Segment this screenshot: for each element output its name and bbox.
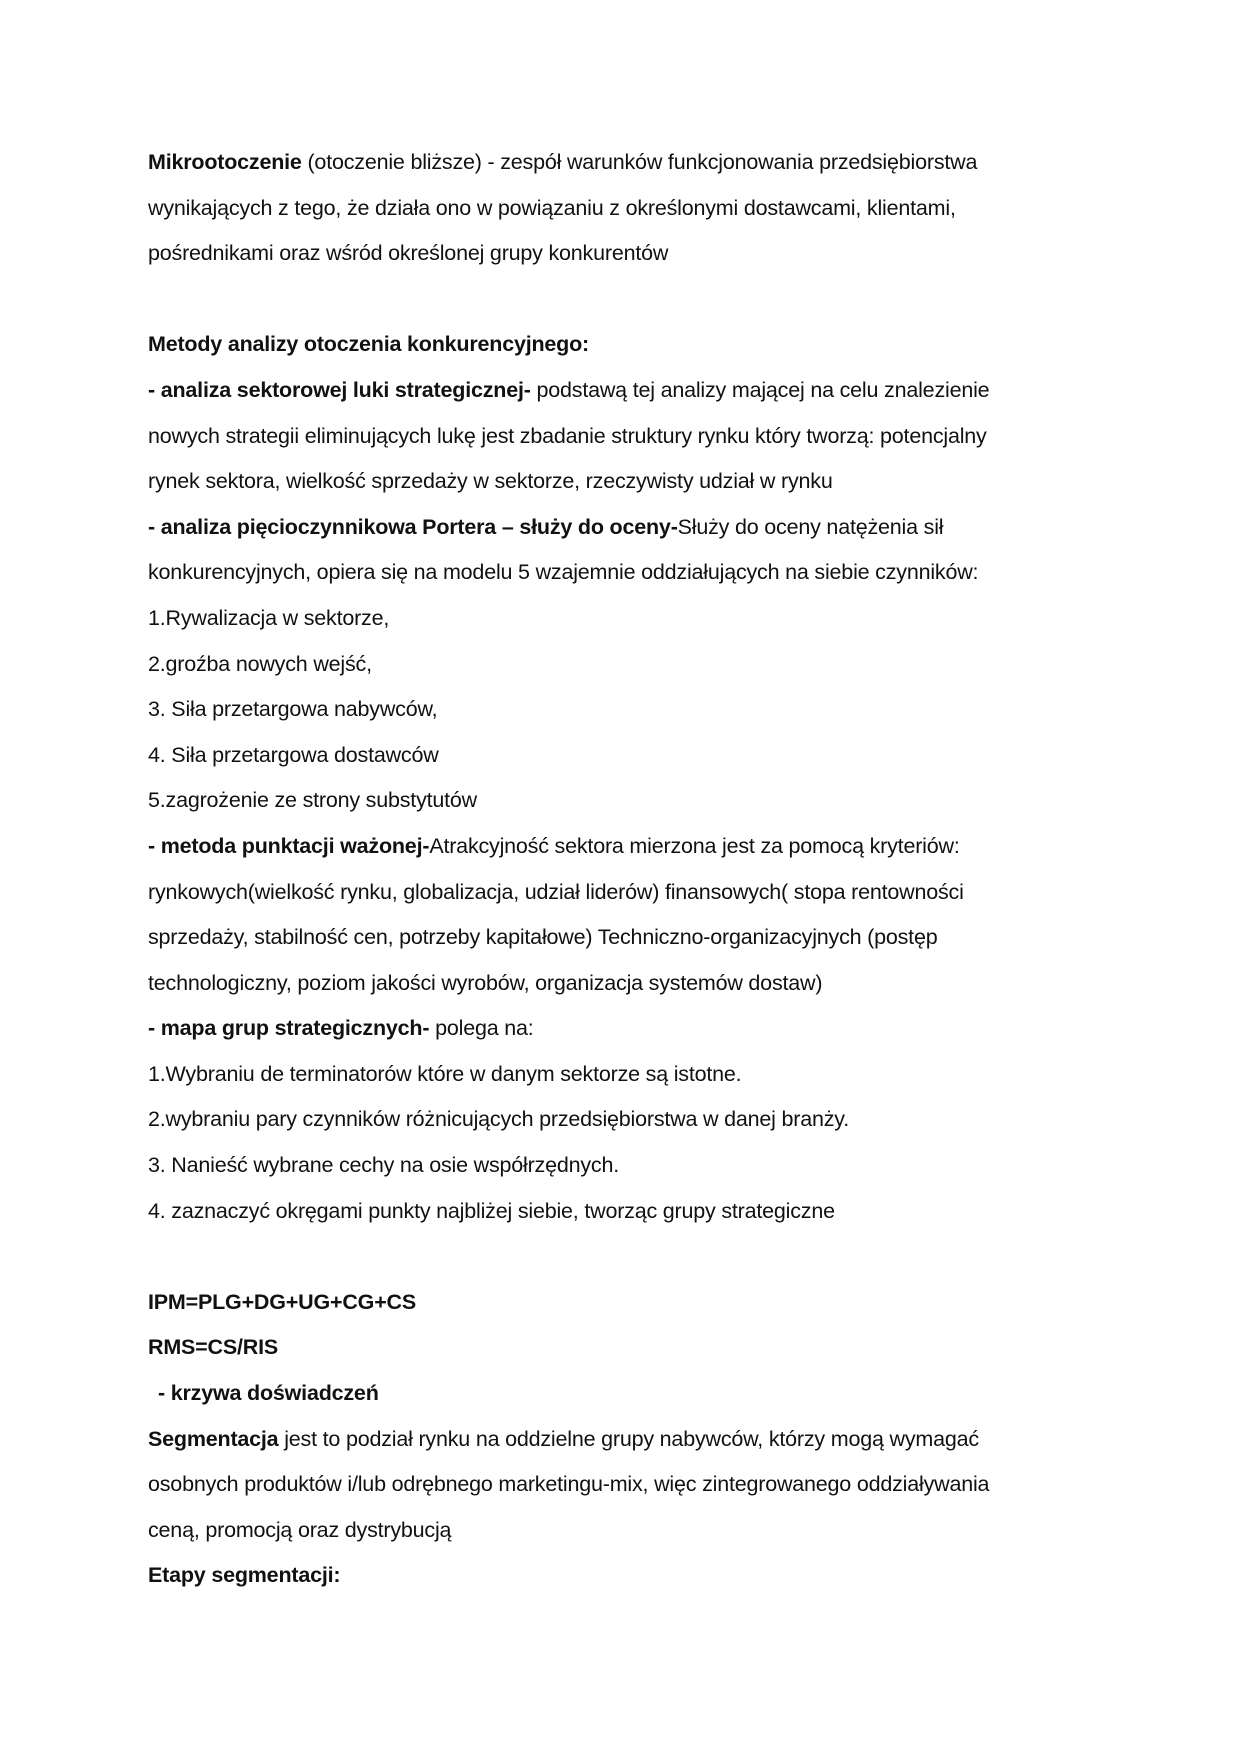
list-item: 5.zagrożenie ze strony substytutów <box>148 788 478 813</box>
porter-line-2: konkurencyjnych, opiera się na modelu 5 wzajemnie oddziałujących na siebie czynników: <box>148 560 979 585</box>
segmentation-line-2: osobnych produktów i/lub odrębnego marketingu-mix, więc zintegrowanego oddziaływania <box>148 1472 990 1497</box>
segmentation-line-1: Segmentacja jest to podział rynku na oddzielne grupy nabywców, którzy mogą wymagać <box>148 1426 979 1451</box>
term-mikrootoczenie: Mikrootoczenie <box>148 150 302 174</box>
methods-heading: Metody analizy otoczenia konkurencyjnego: <box>148 332 590 357</box>
luka-line-1: - analiza sektorowej luki strategicznej- podstawą tej analizy mającej na celu znalezienie <box>148 377 990 402</box>
definition-line-3: pośrednikami oraz wśród określonej grupy konkurentów <box>148 241 669 266</box>
porter-line-1: - analiza pięcioczynnikowa Portera – służy do oceny-Służy do oceny natężenia sił <box>148 514 944 539</box>
list-item: 3. Siła przetargowa nabywców, <box>148 697 438 722</box>
list-item: 3. Nanieść wybrane cechy na osie współrzędnych. <box>148 1153 620 1178</box>
definition-line-1: Mikrootoczenie (otoczenie bliższe) - zespół warunków funkcjonowania przedsiębiorstwa <box>148 150 978 174</box>
luka-line-2: nowych strategii eliminujących lukę jest zbadanie struktury rynku który tworzą: potencjalny <box>148 423 987 448</box>
list-item: 2.wybraniu pary czynników różnicujących przedsiębiorstwa w danej branży. <box>148 1107 850 1132</box>
term-luka: - analiza sektorowej luki strategicznej- <box>148 377 531 402</box>
term-map: - mapa grup strategicznych- <box>148 1016 430 1041</box>
map-line-1: - mapa grup strategicznych- polega na: <box>148 1016 534 1041</box>
segmentation-line-3: ceną, promocją oraz dystrybucją <box>148 1517 452 1542</box>
weighted-line-1: - metoda punktacji ważonej-Atrakcyjność sektora mierzona jest za pomocą kryteriów: <box>148 833 960 858</box>
luka-line-3: rynek sektora, wielkość sprzedaży w sektorze, rzeczywisty udział w rynku <box>148 469 833 494</box>
list-item: 1.Wybraniu de terminatorów które w danym sektorze są istotne. <box>148 1061 742 1086</box>
weighted-line-3: sprzedaży, stabilność cen, potrzeby kapitałowe) Techniczno-organizacyjnych (postęp <box>148 925 938 950</box>
list-item: 4. Siła przetargowa dostawców <box>148 742 439 767</box>
definition-line-2: wynikających z tego, że działa ono w powiązaniu z określonymi dostawcami, klientami, <box>148 195 956 220</box>
term-segmentacja: Segmentacja <box>148 1426 279 1451</box>
list-item: 2.groźba nowych wejść, <box>148 651 372 676</box>
term-weighted: - metoda punktacji ważonej- <box>148 833 430 858</box>
stages-heading: Etapy segmentacji: <box>148 1563 341 1588</box>
document-page <box>148 140 1108 1599</box>
weighted-line-4: technologiczny, poziom jakości wyrobów, organizacja systemów dostaw) <box>148 970 823 995</box>
weighted-line-2: rynkowych(wielkość rynku, globalizacja, udział liderów) finansowych( stopa rentowności <box>148 879 964 904</box>
experience-curve: - krzywa doświadczeń <box>158 1381 379 1406</box>
term-porter: - analiza pięcioczynnikowa Portera – służy do oceny- <box>148 514 678 539</box>
formula-rms: RMS=CS/RIS <box>148 1335 279 1360</box>
spacer <box>148 1234 1108 1280</box>
list-item: 1.Rywalizacja w sektorze, <box>148 605 390 630</box>
list-item: 4. zaznaczyć okręgami punkty najbliżej siebie, tworząc grupy strategiczne <box>148 1198 835 1223</box>
spacer <box>148 277 1108 323</box>
formula-ipm: IPM=PLG+DG+UG+CG+CS <box>148 1289 417 1314</box>
